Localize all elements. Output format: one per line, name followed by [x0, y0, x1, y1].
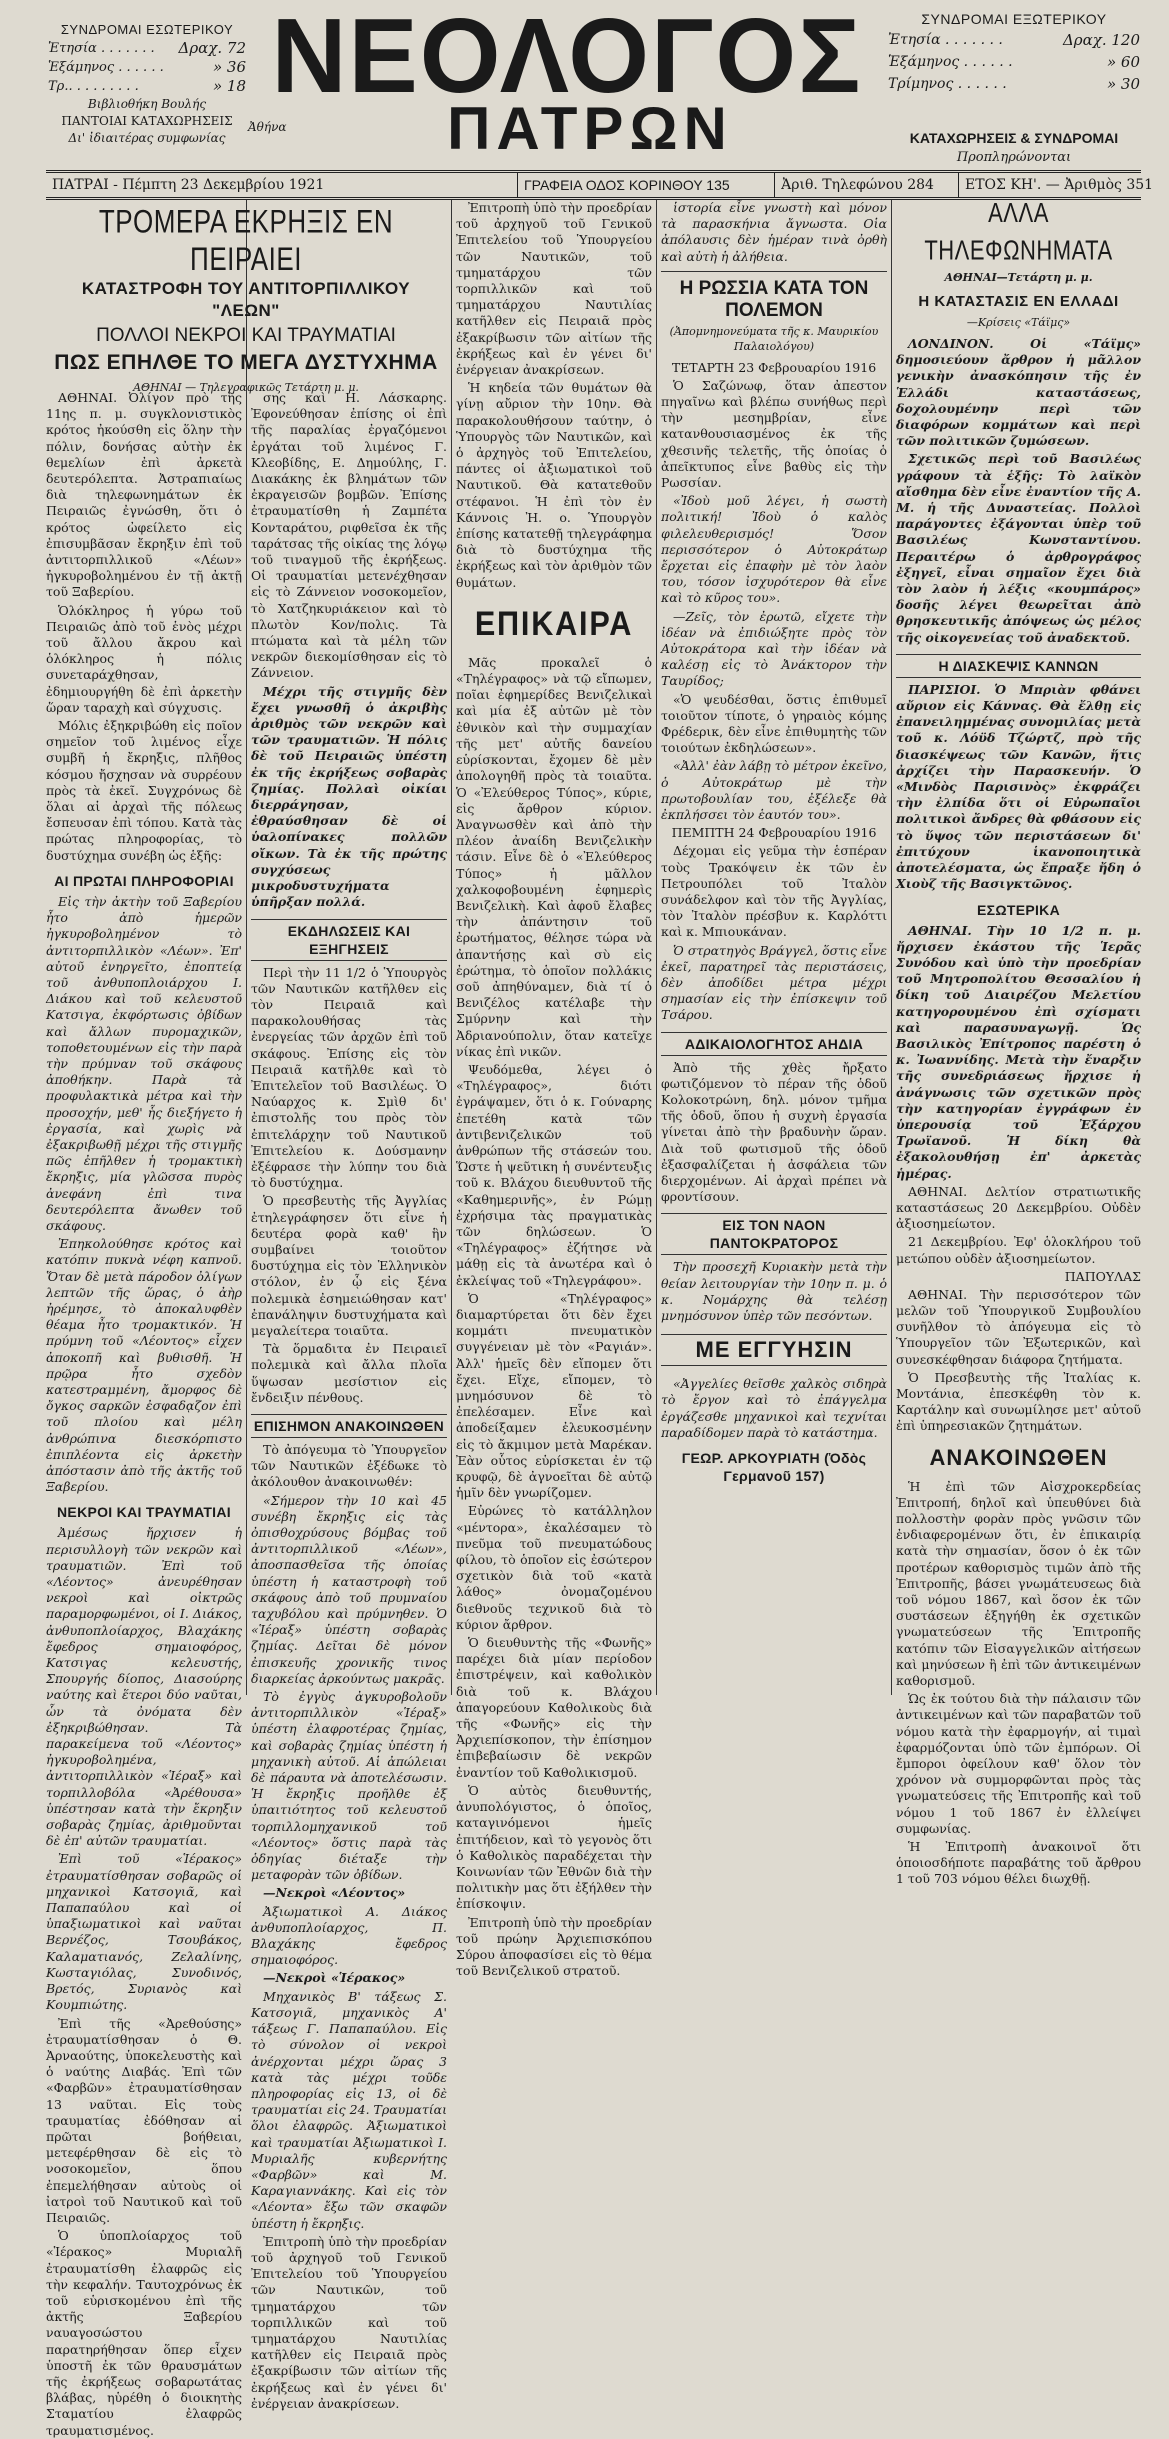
- article-paragraph: «Ἰδοὺ μοῦ λέγει, ἡ σωστὴ πολιτική! Ἰδοὺ ὁ καλὸς φιλελευθερισμός! Ὅσον περισσότερον ὁ Αὐτοκράτωρ ἔρχεται εἰς ἐπαφὴν μὲ τὸν λαὸν του, τόσον ἰσχυρότερον θὰ εἶνε καὶ τὸ κῦρος του».: [661, 493, 887, 606]
- article-paragraph: ΠΑΡΙΣΙΟΙ. Ὁ Μπριὰν φθάνει αὔριον εἰς Κάννας. Θὰ ἔλθῃ εἰς ἐπανειλημμένας συνομιλίας μετὰ τοῦ κ. Λόϋδ Τζώρτζ, πρὸ τῆς διασκέψεως τῶν Κανῶν, ἥτις ἀρχίζει τὴν Παρασκευήν. Ὁ «Μινδὸς Παρισινὸς» ἐκφράζει τὴν ἐλπίδα ὅτι οἱ Εὐρωπαῖοι πολιτικοὶ ἄνδρες θὰ φθάσουν εἰς τὸ ὕψος τῶν περιστάσεων δι' ἐπιτύχουν ἱκανοποιητικὰ ἀποτελέσματα, ὡς ἔπραξε ἤδη ὁ Χιοὺζ τῆς Βασιγκτῶνος.: [896, 681, 1141, 892]
- article-paragraph: Τὸ ἐγγὺς ἀγκυροβολοῦν ἀντιτορπιλλικὸν «Ἱέραξ» ὑπέστη ἐλαφροτέρας ζημίας, καὶ σοβαρὰς ζημίας ὑπέστη ἡ μηχανικὴ αὐτοῦ. Αἱ ἀπώλειαι δὲ πάραυτα νὰ ἀποτελέσωσιν. Ἡ ἔκρηξις προῆλθε ἐξ ὑπαιτιότητος τοῦ κελευστοῦ τορπιλλομηχανικοῦ τοῦ «Λέοντος» ὅστις παρὰ τὰς ὁδηγίας διέταξε τὴν μεταφορὰν τῶν ὀβίδων.: [251, 1689, 447, 1883]
- section-heading: ΕΣΩΤΕΡΙΚΑ: [976, 901, 1060, 918]
- article-paragraph: Περὶ τὴν 11 1/2 ὁ Ὑπουργὸς τῶν Ναυτικῶν κατῆλθεν εἰς τὸν Πειραιᾶ καὶ παρακολουθήσας τὰς ἐνεργείας τῶν ἀρχῶν ἐπὶ τοῦ σκάφους. Ἐπίσης εἰς τὸν Πειραιᾶ κατῆλθε καὶ τὸ Ἐπιτελεῖον τοῦ Βασιλέως. Ὁ Ναύαρχος κ. Σμὶθ δι' ἐπιστολῆς του πρὸς τὸν ἐπιτελάρχην τοῦ Ναυτικοῦ Ἐπιτελείου κ. Δούσμανην ἐξέφρασε τὴν λύπην του διὰ τὸ δυστύχημα.: [251, 964, 447, 1191]
- article-paragraph: Ἐπιτροπὴ ὑπὸ τὴν προεδρίαν τοῦ ἀρχηγοῦ τοῦ Γενικοῦ Ἐπιτελείου τοῦ Ὑπουργείου τῶν Ναυτικῶν, τοῦ τμηματάρχου τῶν τορπιλλικῶν καὶ τοῦ τμηματάρχου Ναυτιλίας κατῆλθεν εἰς Πειραιᾶ πρὸς ἐξακρίβωσιν τῶν αἰτίων τῆς ἐκρήξεως καὶ ἐν γένει δι' ἐνέργειαν ἀνακρίσεων.: [456, 200, 652, 378]
- newspaper-subtitle: ΠΑΤΡΩΝ: [447, 95, 733, 162]
- article-paragraph: «Ὁ ψευδέσθαι, ὅστις ἐπιθυμεῖ τοιοῦτον τίποτε, ὁ γηραιὸς κόμης Φρέδερικ, δὲν εἶνε ἐπιθυμητὴς τῶν τοιούτων ἐκδηλώσεων».: [661, 691, 887, 756]
- domestic-subscriptions-heading: ΣΥΝΔΡΟΜΑΙ ΕΣΩΤΕΡΙΚΟΥ: [60, 22, 234, 37]
- article-paragraph: ΑΘΗΝΑΙ. Δελτίον στρατιωτικῆς καταστάσεως 20 Δεκεμβρίου. Οὐδὲν ἀξιοσημείωτον.: [896, 1183, 1141, 1232]
- article-paragraph: Τὴν προσεχῆ Κυριακὴν μετὰ τὴν θείαν λειτουργίαν τὴν 10ην π. μ. ὁ κ. Νομάρχης θὰ τελέσῃ μνημόσυνον ὑπὲρ τῶν πεσόντων.: [661, 1259, 887, 1323]
- article-paragraph: «Ἀγγελίες θεῖσθε χαλκὸς σιδηρὰ τὸ ἔργον καὶ τὸ ἐπάγγελμα ἐργάζεσθε μηχανικοὶ καὶ τεχνίται παραδίδομεν παρὰ τὸ κατάστημα.: [661, 1376, 887, 1440]
- article-paragraph: Τὰ ὅρμαδιτα ἐν Πειραιεῖ πολεμικὰ καὶ ἄλλα πλοῖα ὕψωσαν μεσίστιον εἰς ἔνδειξιν πένθους.: [251, 1341, 447, 1405]
- athens-telegraph: ΑΘΗΝΑΙ—Τετάρτη μ. μ.: [944, 271, 1093, 284]
- prepaid-note: ΚΑΤΑΧΩΡΗΣΕΙΣ & ΣΥΝΔΡΟΜΑΙ Προπληρώνονται: [909, 130, 1119, 165]
- section-heading: ΑΔΙΚΑΙΟΛΟΓΗΤΟΣ ΑΗΔΙΑ: [661, 1032, 887, 1056]
- section-heading: ΕΚΔΗΛΩΣΕΙΣ ΚΑΙ ΕΞΗΓΗΣΕΙΣ: [251, 919, 447, 961]
- subscription-row: Ἐτησία . . . . . . . Δραχ. 72: [48, 39, 246, 57]
- article-paragraph: Μόλις ἐξηκριβώθη εἰς ποῖον σημεῖον τοῦ λιμένος εἶχε συμβῆ ἡ ἔκρηξις, πλῆθος κόσμου ἤσχησαν νὰ συρρέουν πρὸς τὰ ἐκεῖ. Συγχρόνως δὲ ὅλαι αἱ ἀρχαὶ τῆς πόλεως ἔσπευσαν ἐπὶ τόπου. Κατὰ τὰς πρώτας πληροφορίας, τὸ δυστύχημα συνέβη ὡς ἑξῆς:: [46, 718, 242, 863]
- headline-casualties: ΠΟΛΛΟΙ ΝΕΚΡΟΙ ΚΑΙ ΤΡΑΥΜΑΤΙΑΙ: [96, 325, 396, 346]
- guarantee-heading: ΜΕ ΕΓΓΥΗΣΙΝ: [661, 1334, 887, 1366]
- article-paragraph: Εἰς τὴν ἀκτὴν τοῦ Ξαβερίου ἦτο ἀπὸ ἡμερῶν ἠγκυροβολημένον τὸ ἀντιτορπιλλικὸν «Λέων». Ἐπ' αὐτοῦ ἐνηργεῖτο, ἐποπτείᾳ τοῦ ἀνθυποπλοιάρχου Ι. Διάκου καὶ τοῦ κελευστοῦ Κατσιγα, ἐκφόρτωσις ὀβίδων καὶ ἄλλων πυρομαχικῶν, τοποθετουμένων εἰς τὴν παρὰ τὴν πρύμναν τοῦ σκάφους ἀποθήκην. Παρὰ τὰ προφυλακτικὰ μέτρα καὶ τὴν προσοχήν, μεθ' ἧς διεξήγετο ἡ ἐργασία, καὶ χωρὶς νὰ ἐξακριβωθῇ μέχρι τῆς στιγμῆς πῶς ἐπῆλθεν ἡ τρομακτικὴ ἔκρηξις, μία γλῶσσα πυρὸς ἀνεφάνη ἐπὶ τινα δευτερόλεπτα ἄνωθεν τοῦ σκάφους.: [46, 893, 242, 1233]
- section-heading: ΝΕΚΡΟΙ ΚΑΙ ΤΡΑΥΜΑΤΙΑΙ: [57, 1504, 231, 1521]
- article-subheading: —Νεκροὶ «Ἱέρακος»: [263, 1970, 406, 1986]
- article-paragraph: Τὸ ἀπόγευμα τὸ Ὑπουργεῖον τῶν Ναυτικῶν ἐξέδωκε τὸ ἀκόλουθον ἀνακοινωθέν:: [251, 1441, 447, 1490]
- subscription-row: Ἑξάμηνος . . . . . . » 60: [888, 53, 1140, 71]
- article-paragraph: «Ἀλλ' ἐὰν λάβῃ τὸ μέτρον ἐκεῖνο, ὁ Αὐτοκράτωρ μὲ τὴν πρωτοβουλίαν του, ἐξέλεξε θὰ ἐκπλήσσει τὸν ἑαυτόν του».: [661, 758, 887, 823]
- foreign-subscriptions-heading: ΣΥΝΔΡΟΜΑΙ ΕΞΩΤΕΡΙΚΟΥ: [921, 11, 1107, 27]
- column-4: [661, 200, 887, 1695]
- stamp-athina: Ἀθήνα: [248, 120, 287, 134]
- article-paragraph: Ἐπιτροπὴ ὑπὸ τὴν προεδρίαν τοῦ πρώην Ἀρχιεπισκόπου Σύρου ἀποφασίσει εἰς τὸ θέμα τοῦ Βενιζελικοῦ στρατοῦ.: [456, 1914, 652, 1979]
- article-paragraph: Ψευδόμεθα, λέγει ὁ «Τηλέγραφος», διότι ἐγράψαμεν, ὅτι ὁ κ. Γούναρης ἐπετέθη κατὰ τῶν ἀντιβενιζελικῶν τοῦ ἀνθρώπων τῆς στάσεών του. Ὥστε ἡ ψεῦτικη ἡ συνέντευξις τοῦ κ. Βλάχου διευθυντοῦ τῆς «Καθημερινῆς», ἐν Ρώμῃ ἐχρήσιμα τὰς πραγματικὰς τῶν δηλώσεων. Ὁ «Τηλέγραφος» ἐζήτησε νὰ μάθῃ εἰς τὰ ἀνωτέρα καὶ ὁ ἐκλείψας τοῦ «Τηλεγράφου».: [456, 1061, 652, 1288]
- article-paragraph: Μέχρι τῆς στιγμῆς δὲν ἔχει γνωσθῆ ὁ ἀκριβὴς ἀριθμὸς τῶν νεκρῶν καὶ τῶν τραυματιῶν. Ἡ πόλις δὲ τοῦ Πειραιῶς ὑπέστη ἐκ τῆς ἐκρήξεως σοβαρὰς ζημίας. Πολλαὶ οἰκίαι διερράγησαν, ἐθραύσθησαν δὲ οἱ ὑαλοπίνακες πολλῶν οἴκων. Τὰ ἐκ τῆς πρώτης συγχύσεως μικροδυστυχήματα ὑπῆρξαν πολλά.: [251, 683, 447, 910]
- diary-date: ΠΕΜΠΤΗ 24 Φεβρουαρίου 1916: [671, 825, 877, 841]
- column-3: [456, 200, 652, 1979]
- section-heading: Η ΔΙΑΣΚΕΨΙΣ ΚΑΝΝΩΝ: [896, 654, 1141, 678]
- article-paragraph: —Ζεῖς, τὸν ἐρωτῶ, εἴχετε τὴν ἰδέαν νὰ ἐπιδιώξητε πρὸς τὸν Αὐτοκράτορα καὶ τὴν ἰδέαν νὰ καλέσῃ εἰς τὸ Ἀνάκτορον τὴν Ταυρίδος;: [661, 608, 887, 689]
- phone-number: Ἀριθ. Τηλεφώνου 284: [781, 177, 934, 193]
- article-paragraph: Ὁ «Τηλέγραφος» διαμαρτύρεται ὅτι δὲν ἔχει κομμάτι πνευματικὸν συγγένειαν μὲ τὸν «Ραγιάν». Ἀλλ' ἡμεῖς δὲν εἴπομεν ὅτι ἔχει. Εἴχε, εἴπομεν, τὸ μνημόσυνον δὲ τὸ ἐπελέσαμεν. Εἶνε καὶ ἀποδείξαμεν ἐλευκοσμένην εἰς τὸ ἄκμιμον μετὰ Μαρέκαν. Ἐὰν οὗτος εὑρίσκεται ἐν τῷ κρυφῷ, δὲ ἀγνοεῖται δὲ αὐτῷ ἡμῖν δὲν γνωρίζομεν.: [456, 1290, 652, 1501]
- headline-destroyer: ΚΑΤΑΣΤΡΟΦΗ ΤΟΥ ΑΝΤΙΤΟΡΠΙΛΛΙΚΟΥ "ΛΕΩΝ": [81, 279, 411, 320]
- issue-date: ΠΑΤΡΑΙ - Πέμπτη 23 Δεκεμβρίου 1921: [52, 177, 325, 193]
- headline-explosion: ΤΡΟΜΕΡΑ ΕΚΡΗΞΙΣ ΕΝ ΠΕΙΡΑΙΕΙ: [98, 202, 394, 278]
- article-paragraph: Ἡ Ἐπιτροπὴ ἀνακοινοῖ ὅτι ὁποιοσδήποτε παραβάτης τοῦ ἄρθρου 1 τοῦ 703 νόμου θέλει διωχθῇ.: [896, 1839, 1141, 1887]
- section-heading: ΕΠΙΣΗΜΟΝ ΑΝΑΚΟΙΝΩΘΕΝ: [251, 1414, 447, 1438]
- newspaper-title: ΝΕΟΛΟΓΟΣ: [271, 0, 863, 115]
- article-paragraph: Ὁ Σαζώνωφ, ὅταν ἀπεστον πηγαῖνω καὶ βλέπω συνήθως περὶ τὴν μεσημβρίαν, εἶνε κατανθουσιασμένος ἐκ τῆς χθεσινῆς τελετῆς, τῆς ὁποίας ὁ ἀπεῖκτυπος εἶνε βαθὺς εἰς τὴν Ρωσσίαν.: [661, 377, 887, 491]
- advertiser-signature: ΓΕΩΡ. ΑΡΚΟΥΡΙΑΤΗ (Ὁδὸς Γερμανοῦ 157): [681, 1449, 867, 1484]
- lead-headline-block: [46, 200, 446, 394]
- epikaira-heading: ΕΠΙΚΑΙΡΑ: [474, 604, 634, 643]
- article-paragraph: ΑΘΗΝΑΙ. Τὴν περισσότερον τῶν μελῶν τοῦ Ὑπουργικοῦ Συμβουλίου συνῆλθον τὸ ἀπόγευμα εἰς τὸ Ὑπουργεῖον τῶν Ἐξωτερικῶν, καὶ συνεσκέφθησαν διάφορα ζητήματα.: [896, 1286, 1141, 1367]
- article-paragraph: Ὁ Πρεσβευτὴς τῆς Ἰταλίας κ. Μοντάνια, ἐπεσκέφθη τὸν κ. Καρτάλην καὶ συνωμίλησε μετ' αὐτοῦ ἐπὶ ὑπηρεσιακῶν ζητημάτων.: [896, 1369, 1141, 1434]
- article-paragraph: Ἐπιτροπὴ ὑπὸ τὴν προεδρίαν τοῦ ἀρχηγοῦ τοῦ Γενικοῦ Ἐπιτελείου τοῦ Ὑπουργείου τῶν Ναυτικῶν, τοῦ τμηματάρχου τῶν τορπιλλικῶν καὶ τοῦ τμηματάρχου Ναυτιλίας κατῆλθεν εἰς Πειραιᾶ πρὸς ἐξακρίβωσιν τῶν αἰτίων τῆς ἐκρήξεως καὶ ἐν γένει δι' ἐνέργειαν ἀνακρίσεων.: [251, 2233, 447, 2411]
- column-2: [251, 390, 447, 2411]
- issue-number: ΕΤΟΣ ΚΗ'. — Ἀριθμὸς 351: [965, 177, 1154, 193]
- office-address: ΓΡΑΦΕΙΑ ΟΔΟΣ ΚΟΡΙΝΘΟΥ 135: [523, 177, 730, 193]
- other-calls-heading: ΑΛΛΑ ΤΗΛΕΦΩΝΗΜΑΤΑ: [924, 197, 1113, 266]
- greece-situation-heading: Η ΚΑΤΑΣΤΑΣΙΣ ΕΝ ΕΛΛΑΔΙ: [918, 293, 1119, 310]
- columns-area: [46, 197, 1141, 2438]
- column-5: [896, 197, 1141, 1887]
- article-subheading: —Νεκροὶ «Λέοντος»: [263, 1885, 406, 1901]
- article-paragraph: Ὁλόκληρος ἡ γύρω τοῦ Πειραιῶς ἀπὸ τοῦ ἑνὸς μέχρι τοῦ ἄλλου ἄκρου καὶ ὁλόκληρος ἡ πόλις συνεταράχθησαν, ἐδημιουργήθη δὲ ἐπὶ ἀρκετὴν ὥραν ταραχὴ καὶ σύγχυσις.: [46, 602, 242, 715]
- russia-subheading: (Ἀπομνημονεύματα τῆς κ. Μαυρικίου Παλαιολόγου): [669, 324, 879, 353]
- article-paragraph: Ὁ διευθυντὴς τῆς «Φωνῆς» παρέχει διὰ μίαν περίοδον ἐπιστρέψειν, καὶ καθολικὸν διὰ τοῦ κ. Βλάχου ἀπαγορεύουν Καθολικοὺς διὰ τῆς «Φωνῆς» εἰς τὴν Ἀρχιεπίσκοπον, τὴν ἐπίσημον ἐπιβεβαίωσιν δὲ νεκρῶν ἐναντίον τοῦ Καθολικισμοῦ.: [456, 1635, 652, 1780]
- article-paragraph: σης καὶ Η. Λάσκαρης. Ἐφονεύθησαν ἐπίσης οἱ ἐπὶ τῆς παραλίας ἐργαζόμενοι ἐργάται τοῦ λιμένος Γ. Κλεοβίδης, Ε. Δημούλης, Γ. Διακάκης ἐκ βλημάτων τῶν ἐκραγεισῶν βομβῶν. Ἐπίσης ἐτραυματίσθη ἡ Ζαμπέτα Κονταράτου, ριφθεῖσα ἐκ τῆς ταράτσας τῆς οἰκίας της λόγῳ τοῦ τιναγμοῦ τῆς ἐκρήξεως. Οἱ τραυματίαι μετενέχθησαν εἰς τὸ Ζάννειον νοσοκομεῖον, τὸ Χατζηκυριάκειον καὶ τὸ πλωτὸν Κον/πολις. Τὰ πτώματα καὶ τὰ μέλη τῶν νεκρῶν διεκομίσθησαν εἰς τὸ Ζάννειον.: [251, 390, 447, 681]
- article-paragraph: Μηχανικὸς Β' τάξεως Σ. Κατσογιᾶ, μηχανικὸς Α' τάξεως Γ. Παπαπαύλου. Εἰς τὸ σύνολον οἱ νεκροὶ ἀνέρχονται μέχρι ὥρας 3 κατὰ τὰς μέχρι τοῦδε πληροφορίας εἰς 13, οἱ δὲ τραυματίαι εἰς 24. Τραυματίαι ὅλοι ἐλαφρῶς. Ἀξιωματικοὶ καὶ τραυματίαι Ἀξιωματικοὶ Ι. Μυριαλῆς κυβερνήτης «Φαρβῶν» καὶ Μ. Καραγιαννάκης. Καὶ εἰς τὸν «Λέοντα» ἔξω τῶν σκαφῶν ὑπέστη ἡ ἔκρηξις.: [251, 1988, 447, 2231]
- article-paragraph: ΑΘΗΝΑΙ. Ὀλίγον πρὸ τῆς 11ης π. μ. συγκλονιστικὸς κρότος ἠκούσθη εἰς ὅλην τὴν πόλιν, δονήσας αὐτὴν ἐκ θεμελίων ἐπὶ ἀρκετὰ δευτερόλεπτα. Ἀστραπιαίως διὰ τηλεφωνημάτων ἐκ Πειραιῶς ἐγνώσθη, ὅτι ὁ κρότος ὠφείλετο εἰς ἐπισυμβᾶσαν ἔκρηξιν ἐπὶ τοῦ ἀντιτορπιλλικοῦ «Λέων» ἠγκυροβολημένου ἐν τῇ ἀκτῇ τοῦ Ξαβερίου.: [46, 390, 242, 600]
- article-paragraph: Δέχομαι εἰς γεῦμα τὴν ἑσπέραν τοὺς Τρακόψειν ἐκ τῶν ἐν Πετρουπόλει τοῦ Ἰταλὸν συνάδελφον καὶ τὸν τῆς Ἀγγλίας, τὸν Ἰταλὸν πρέσβυν κ. Καρλόττι καὶ κ. Μπιουκάναν.: [661, 843, 887, 940]
- times-subheading: —Κρίσεις «Τάϊμς»: [966, 316, 1071, 329]
- ads-note: Δι' ἰδιαιτέρας συμφωνίας: [68, 131, 226, 145]
- article-paragraph: Ἀμέσως ἤρχισεν ἡ περισυλλογὴ τῶν νεκρῶν καὶ τραυματιῶν. Ἐπὶ τοῦ «Λέοντος» ἀνευρέθησαν νεκροὶ καὶ οἰκτρῶς παραμορφωμένοι, οἱ Ι. Διάκος, ἀνθυποπλοίαρχος, Βλαχάκης ἔφεδρος σημαιοφόρος, Κατσιγας κελευστής, Σπουργής δίοπος, Διασούρης ναύτης καὶ ἕτεροι δύο ναῦται, ὧν τὰ ὀνόματα δὲν ἐξηκριβώθησαν. Τὰ παρακείμενα τοῦ «Λέοντος» ἠγκυροβολημένα, ἀντιτορπιλλικὸν «Ἱέραξ» καὶ τορπιλλοβόλα «Ἀρέθουσα» ὑπέστησαν κατὰ τὴν ἔκρηξιν σοβαρὰς ζημίας, ἀριθμοῦνται δὲ ἐπ' αὐτῶν τραυματίαι.: [46, 1525, 242, 1849]
- headline-how: ΠΩΣ ΕΠΗΛΘΕ ΤΟ ΜΕΓΑ ΔΥΣΤΥΧΗΜΑ: [54, 351, 438, 374]
- library-stamp: Βιβλιοθήκη Βουλής: [87, 97, 207, 111]
- domestic-subscriptions: [48, 20, 246, 147]
- article-paragraph: Ἀξιωματικοὶ Α. Διάκος ἀνθυποπλοίαρχος, Π. Βλαχάκης ἔφεδρος σημαιοφόρος.: [251, 1903, 447, 1968]
- article-paragraph: Εὐρώνες τὸ κατάλληλον «μέντορα», ἐκαλέσαμεν τὸ πνεῦμα τοῦ πνευματώδους φίλου, τὸ ὁποῖον εἰς ἐσώτερον σχετικὸν διὰ τοῦ «κατὰ λάθος» ὀνομαζομένου διεθνοῦς τεχνικοῦ διὰ τὸ κύριον ἄρθρον.: [456, 1503, 652, 1632]
- masthead: [0, 0, 1169, 168]
- section-heading: ΑΙ ΠΡΩΤΑΙ ΠΛΗΡΟΦΟΡΙΑΙ: [54, 872, 234, 889]
- diary-date: ΤΕΤΑΡΤΗ 23 Φεβρουαρίου 1916: [671, 359, 877, 375]
- article-paragraph: Ὁ ὑποπλοίαρχος τοῦ «Ἱέρακος» Μυριαλῆ ἐτραυματίσθη ἐλαφρῶς εἰς τὴν κεφαλήν. Ταυτοχρόνως ἐκ τοῦ εὑρισκομένου ἐπὶ τῆς ἀκτῆς Ξαβερίου ναυαγοσώστου παρατηρήθησαν ὅπερ εἶχεν ὑποστῆ ἐκ τῶν θραυσμάτων τῆς ἐκρήξεως σοβαρωτάτας βλάβας, ηὑρέθη ὁ διοικητὴς Σταματίου ἐλαφρῶς τραυματισμένος.: [46, 2228, 242, 2438]
- article-paragraph: ΑΘΗΝΑΙ. Τὴν 10 1/2 π. μ. ἤρχισεν ἐκάστου τῆς Ἱερᾶς Συνόδου καὶ ὑπὸ τὴν προεδρίαν τοῦ Μητροπολίτου Θεσσαλίου ἡ δίκη τοῦ Διαιρέζου Μελετίου κατηγορουμένου ἐπὶ σχίσματι καὶ παρασυναγωγῇ. Ὡς Βασιλικὸς Ἐπίτροπος παρέστη ὁ κ. Ἰωαννίδης. Μετὰ τὴν ἔναρξιν τῆς συνεδριάσεως ἤρχισε ἡ ἀνάγνωσις τῶν σχετικῶν πρὸς τὴν κατηγορίαν ἐγγράφων ἐν ὑπερουσίᾳ τοῦ Ἐξάρχου Τρωϊανοῦ. Ἡ δίκη θὰ ἐξακολουθήσῃ ἐπ' ἀρκετὰς ἡμέρας.: [896, 922, 1141, 1181]
- foreign-subscriptions: [888, 10, 1140, 95]
- ads-heading: ΠΑΝΤΟΙΑΙ ΚΑΤΑΧΩΡΗΣΕΙΣ: [61, 114, 233, 128]
- subscription-row: Ἑξάμηνος . . . . . . » 36: [48, 58, 246, 76]
- article-paragraph: 21 Δεκεμβρίου. Ἐφ' ὁλοκλήρου τοῦ μετώπου οὐδὲν ἀξιοσημείωτον.: [896, 1234, 1141, 1266]
- article-paragraph: Μᾶς προκαλεῖ ὁ «Τηλέγραφος» νὰ τῷ εἴπωμεν, ποῖαι ἐφημερίδες Βενιζελικαὶ καὶ μία ἐξ αὐτῶν μὲ τὸν ἐθνικὸν καὶ τὴν συμμαχίαν τῆς μετ' αὐτῆς δανείου εὑρίσκονται, ἔχομεν δὲ μὲν ἀπολογηθῆ πρὸς τὰ τοιαῦτα. Ὁ «Ἐλεύθερος Τύπος», κύριε, εἰς ἄρθρον κύριον. Ἀναγνωσθὲν καὶ ἀπὸ τὴν πλέον ἀναίδη Βενιζελικὴν τάσιν. Εἶνε δὲ ὁ «Ἐλεύθερος Τύπος» ἡ μᾶλλον χαλκοφοβουμένη ἐφημερὶς Βενιζελικὴ. Καὶ ἀφοῦ ἔλαβες τὴν ἀπάντησιν τοῦ ἐρωτήματος, θέλησε τώρα νὰ ἀπαντήσῃς καὶ σὺ εἰς ἐρώτημα, τὸ ὁποῖον πολλάκις σοῦ ἀπηθύναμεν, διὰ τί ὁ Βενιζέλος κατέλαβε τὴν Σμύρνην καὶ τὴν Ἀδριανούπολιν, ὅταν κατεῖχε νίκας ἐπὶ νικῶν.: [456, 654, 652, 1059]
- article-paragraph: Ἐπηκολούθησε κρότος καὶ κατόπιν πυκνὰ νέφη καπνοῦ. Ὅταν δὲ μετὰ πάροδον ὀλίγων λεπτῶν τῆς ὥρας, ὁ ἀὴρ ἠρέμησε, τὸ ἀποκαλυφθὲν θέαμα ἦτο τρομακτικόν. Ἡ πρύμνη τοῦ «Λέοντος» εἶχεν ἀποκοπῆ καὶ βυθισθῆ. Ἡ πρῷρα ἦτο σχεδὸν κατεστραμμένη, ἄμορφος δὲ ὄγκος σαρκῶν ἐσφαδᾳζον ἐπὶ τοῦ πλοίου καὶ μέλη ἀνθρώπινα διεσκόρπιστο ἐπιπλέοντα εἰς ἀρκετὴν ἀπόστασιν ἀπὸ τῆς ἀκτῆς τοῦ Ξαβερίου.: [46, 1236, 242, 1495]
- article-paragraph: ἱστορία εἶνε γνωστὴ καὶ μόνον τὰ παρασκήνια ἄγνωστα. Οἱα ἀπόλαυσις δὲν ἡμέραν τινὰ ὀρθὴ καὶ αὐτὴ ἡ ἀλήθεια.: [661, 200, 887, 264]
- article-paragraph: Ἐπὶ τοῦ «Ἱέρακος» ἐτραυματίσθησαν σοβαρῶς οἱ μηχανικοὶ Κατσογιᾶ, καὶ Παπαπαύλου καὶ οἱ ὑπαξιωματικοὶ καὶ ναῦται Βερνέζος, Τσουβάκος, Καλαματιανός, Ζελαλίνης, Κωσταγιόλας, Συνοδινός, Βρετός, Συριανὸς καὶ Κουμπιώτης.: [46, 1851, 242, 2013]
- article-paragraph: ΛΟΝΔΙΝΟΝ. Οἱ «Τάϊμς» δημοσιεύουν ἄρθρον ἡ μᾶλλον γενικὴν ἀνασκόπησιν τῆς ἐν Ἑλλάδι καταστάσεως, δοχολουμένην περὶ τῶν διαφόρων κομμάτων καὶ περὶ τῶν πολιτικῶν ζυμώσεων.: [896, 336, 1141, 449]
- article-paragraph: «Σήμερον τὴν 10 καὶ 45 συνέβη ἔκρηξις εἰς τὰς ὀπισθοχρύσους βόμβας τοῦ ἀντιτορπιλλικοῦ «Λέων», ἀποσπασθεῖσα τῆς ὁποίας ὑπέστη ἡ καταστροφὴ τοῦ σκάφους ἀπὸ τοῦ πρυμναίου ταχυβόλου καὶ πρύμνηθεν. Ὁ «Ἱέραξ» ὑπέστη σοβαρὰς ζημίας. Δεῖται δὲ μόνον ἐπισκευῆς χρονικῆς τινος διαρκείας ἀρκούντως μακρᾶς.: [251, 1492, 447, 1686]
- subscription-row: Ἐτησία . . . . . . . Δραχ. 120: [888, 31, 1140, 49]
- signature: ΠΑΠΟΥΛΑΣ: [1064, 1268, 1141, 1284]
- article-paragraph: Ὁ πρεσβευτὴς τῆς Ἀγγλίας ἐτηλεγράφησεν ὅτι εἶνε ἡ δευτέρα φορὰ καθ' ἣν συμβαίνει τοιοῦτον δυστύχημα εἰς τὸν Ἑλληνικὸν στόλον, ἐν ᾧ εἰς ξένα πολεμικὰ ἐσημειώθησαν κατ' ἐπανάληψιν δυστυχήματα καὶ μεγαλείτερα τοιαῦτα.: [251, 1193, 447, 1338]
- russia-heading: Η ΡΩΣΣΙΑ ΚΑΤΑ ΤΟΝ ΠΟΛΕΜΟΝ: [679, 277, 869, 321]
- announcement-heading: ΑΝΑΚΟΙΝΩΘΕΝ: [929, 1444, 1108, 1470]
- subscription-row: Τρίμηνος . . . . . . » 30: [888, 75, 1140, 93]
- article-paragraph: Ἀπὸ τῆς χθὲς ἤρξατο φωτιζόμενον τὸ πέραν τῆς ὁδοῦ Κολοκοτρώνη, δηλ. μόνον τμῆμα τῆς ὁδοῦ, ὅπου ἡ συχνὴ ἐργασία γίνεται ἀπὸ τὴν βραδυνὴν ὥραν. Διὰ τοῦ φωτισμοῦ τῆς ὁδοῦ ἐξασφαλίζεται ἡ ἀσφάλεια τῶν διερχομένων. Αἱ ἀρχαὶ πρέπει νὰ φροντίσουν.: [661, 1059, 887, 1205]
- section-heading: ΕΙΣ ΤΟΝ ΝΑΟΝ ΠΑΝΤΟΚΡΑΤΟΡΟΣ: [661, 1213, 887, 1255]
- telegraph-line: ΑΘΗΝΑΙ — Τηλεγραφικῶς Τετάρτη μ. μ.: [133, 381, 359, 394]
- article-paragraph: Ἡ ἐπὶ τῶν Αἰσχροκερδείας Ἐπιτροπή, δηλοῖ καὶ ὑπευθύνει διὰ πολλοστὴν φορὰν πρὸς γνῶσιν τῶν ἐνδιαφερομένων ὅτι, ἐν ἐπικαιρίᾳ κατὰ τὴν σημασίαν, ὅσον ὁ ἐκ τῶν προτέρων καθορισμὸς τιμῶν ἀπὸ τῆς Ἐπιτροπῆς, βάσει γνωμάτευσεως διὰ τοῦ νόμου 1867, καὶ ὅσον ἐκ τῶν συστάσεων ἐξηγήθη ἐκ σχετικῶν γνωματεύσεων τῆς Ἐπιτροπῆς κατόπιν τῶν Εἰσαγγελικῶν αἰτήσεων καὶ μηνύσεων ἢ ἐπὶ τῶν ἀντικειμένων καθορισμοῦ.: [896, 1478, 1141, 1689]
- column-1: [46, 390, 242, 2438]
- article-paragraph: Ὡς ἐκ τούτου διὰ τὴν πάλαισιν τῶν ἀντικειμένων καὶ τῶν παραβατῶν τοῦ νόμου κατὰ τὴν ἐφαρμογήν, αἱ τιμαὶ ἐφαρμόζονται ὑπὸ τῶν ἐμπόρων. Οἱ ἔμποροι ὀφείλουν καθ' ὅλον τὸν χρόνον νὰ συμμορφῶνται πρὸς τὰς γνωματεύσεις τῆς Ἐπιτροπῆς καὶ τοῦ νόμου 1 τοῦ 1867 ἐν ἐλλείψει συμφωνίας.: [896, 1691, 1141, 1836]
- article-paragraph: Σχετικῶς περὶ τοῦ Βασιλέως γράφουν τὰ ἑξῆς: Τὸ λαϊκὸν αἴσθημα δὲν εἶνε ἐναντίον τῆς Α. Μ. ἡ τῆς Δυναστείας. Πολλοὶ παράγοντες ἐξάγονται ὑπὲρ τοῦ Βασιλέως Κωνσταντίνου. Περαιτέρω ὁ ἀρθρογράφος ἐξηγεῖ, εἶναι σημαῖον ἔχει διὰ τὸν λαὸν ἡ λέξις «κουμπάρος» δοσῆς λέγει θεωρεῖται ἀπὸ θρησκευτικῆς ἀπόψεως ὡς μέλος τῆς οἰκογενείας τοῦ ἀναδεκτοῦ.: [896, 451, 1141, 645]
- article-paragraph: Ἐπὶ τῆς «Ἀρεθούσης» ἐτραυματίσθησαν ὁ Θ. Ἀρναούτης, ὑποκελευστὴς καὶ ὁ ναύτης Διαβάς. Ἐπὶ τῶν «Φαρβῶν» ἐτραυματίσθησαν 13 ναῦται. Εἰς τοὺς τραυματίας ἐδόθησαν αἱ πρῶται βοήθειαι, μετεφέρθησαν δὲ εἰς τὸ νοσοκομεῖον, ὅπου ἐπεμελήθησαν αὐτοὺς οἱ ἰατροὶ τοῦ Ναυτικοῦ καὶ τοῦ Πειραιῶς.: [46, 2015, 242, 2225]
- subscription-row: Τρ.. . . . . . . . . » 18: [48, 77, 246, 95]
- article-paragraph: Ὁ αὐτὸς διευθυντής, ἀνυπολόγιστος, ὁ ὁποῖος, καταγινόμενοι ἡμεῖς ἐπιτήδειον, καὶ τὸ γεγονὸς ὅτι ὁ Καθολικὸς παραδέχεται τὴν Κοινωνίαν τῶν Ἐθνῶν διὰ τὴν πολιτικὴν μας ὅτι ἐξήλθεν τὴν ἐπίσκοψιν.: [456, 1782, 652, 1912]
- article-paragraph: Ὁ στρατηγὸς Βράγγελ, ὅστις εἶνε ἐκεῖ, παρατηρεῖ τὰς περιστάσεις, δὲν ἀποδίδει μέτρα μέχρι σημασίαν εἰς τὴν ἐπίσκεψιν τοῦ Τσάρου.: [661, 942, 887, 1023]
- article-paragraph: Ἡ κηδεία τῶν θυμάτων θὰ γίνῃ αὔριον τὴν 10ην. Θὰ παρακολουθήσουν ταύτην, ὁ Ὑπουργὸς τῶν Ναυτικῶν, καὶ ὁ ἀρχηγὸς τοῦ Ἐπιτελείου, πάντες οἱ ἀξιωματικοὶ τοῦ Ναυτικοῦ. Θὰ κατατεθοῦν στέφανοι. Ἡ ἐπὶ τὸν ἐν Κάννοις Ἠ. ο. Ὑπουργὸν ἐπίσης κατατεθῇ τηλεγράφημα διὰ τὸ δυστύχημα τῆς ἐκρήξεως καὶ τὸν ἀριθμὸν τῶν θυμάτων.: [456, 380, 652, 590]
